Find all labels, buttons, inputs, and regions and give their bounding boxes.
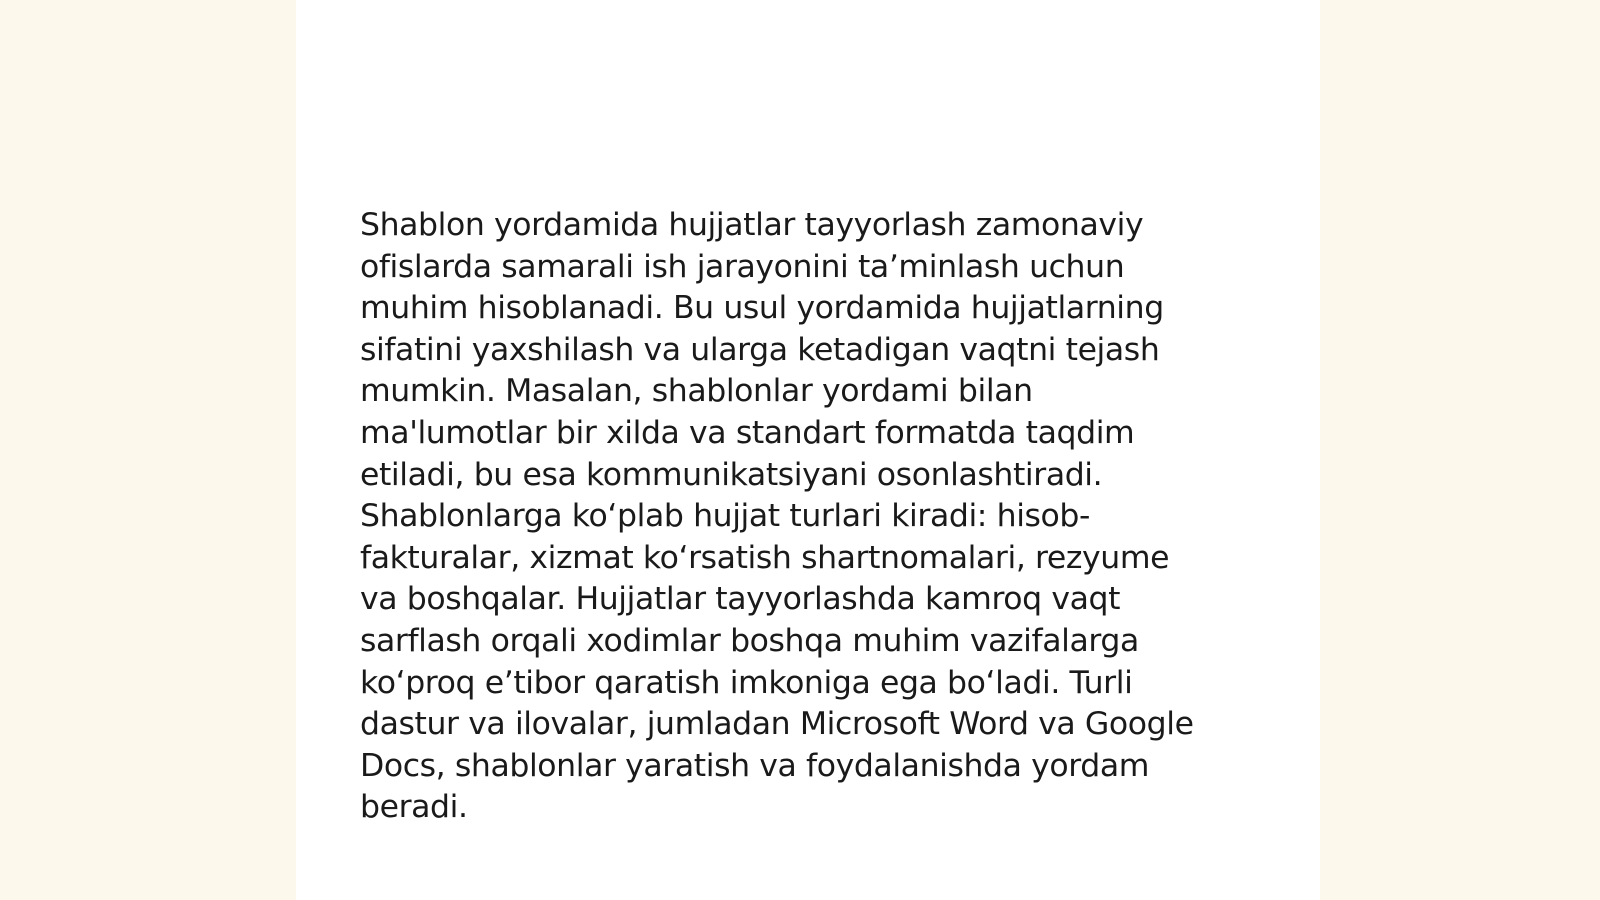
body-paragraph: Shablon yordamida hujjatlar tayyorlash zamonaviy ofislarda samarali ish jarayonini ta’minlash uchun muhim hisoblanadi. Bu usul yordamida hujjatlarning sifatini yaxshilash va ularga ketadigan vaqtni tejash mumkin. Masalan, shablonlar yordami bilan ma'lumotlar bir xilda va standart formatda taqdim etiladi, bu esa kommunikatsiyani osonlashtiradi. Shablonlarga ko‘plab hujjat turlari kiradi: hisob- fakturalar, xizmat ko‘rsatish shartnomalari, rezyume va boshqalar. Hujjatlar tayyorlashda kamroq vaqt sarflash orqali xodimlar boshqa muhim vazifalarga ko‘proq e’tibor qaratish imkoniga ega bo‘ladi. Turli dastur va ilovalar, jumladan Microsoft Word va Google Docs, shablonlar yaratish va foydalanishda yordam beradi. — [360, 207, 1194, 826]
document-page — [296, 0, 1320, 900]
